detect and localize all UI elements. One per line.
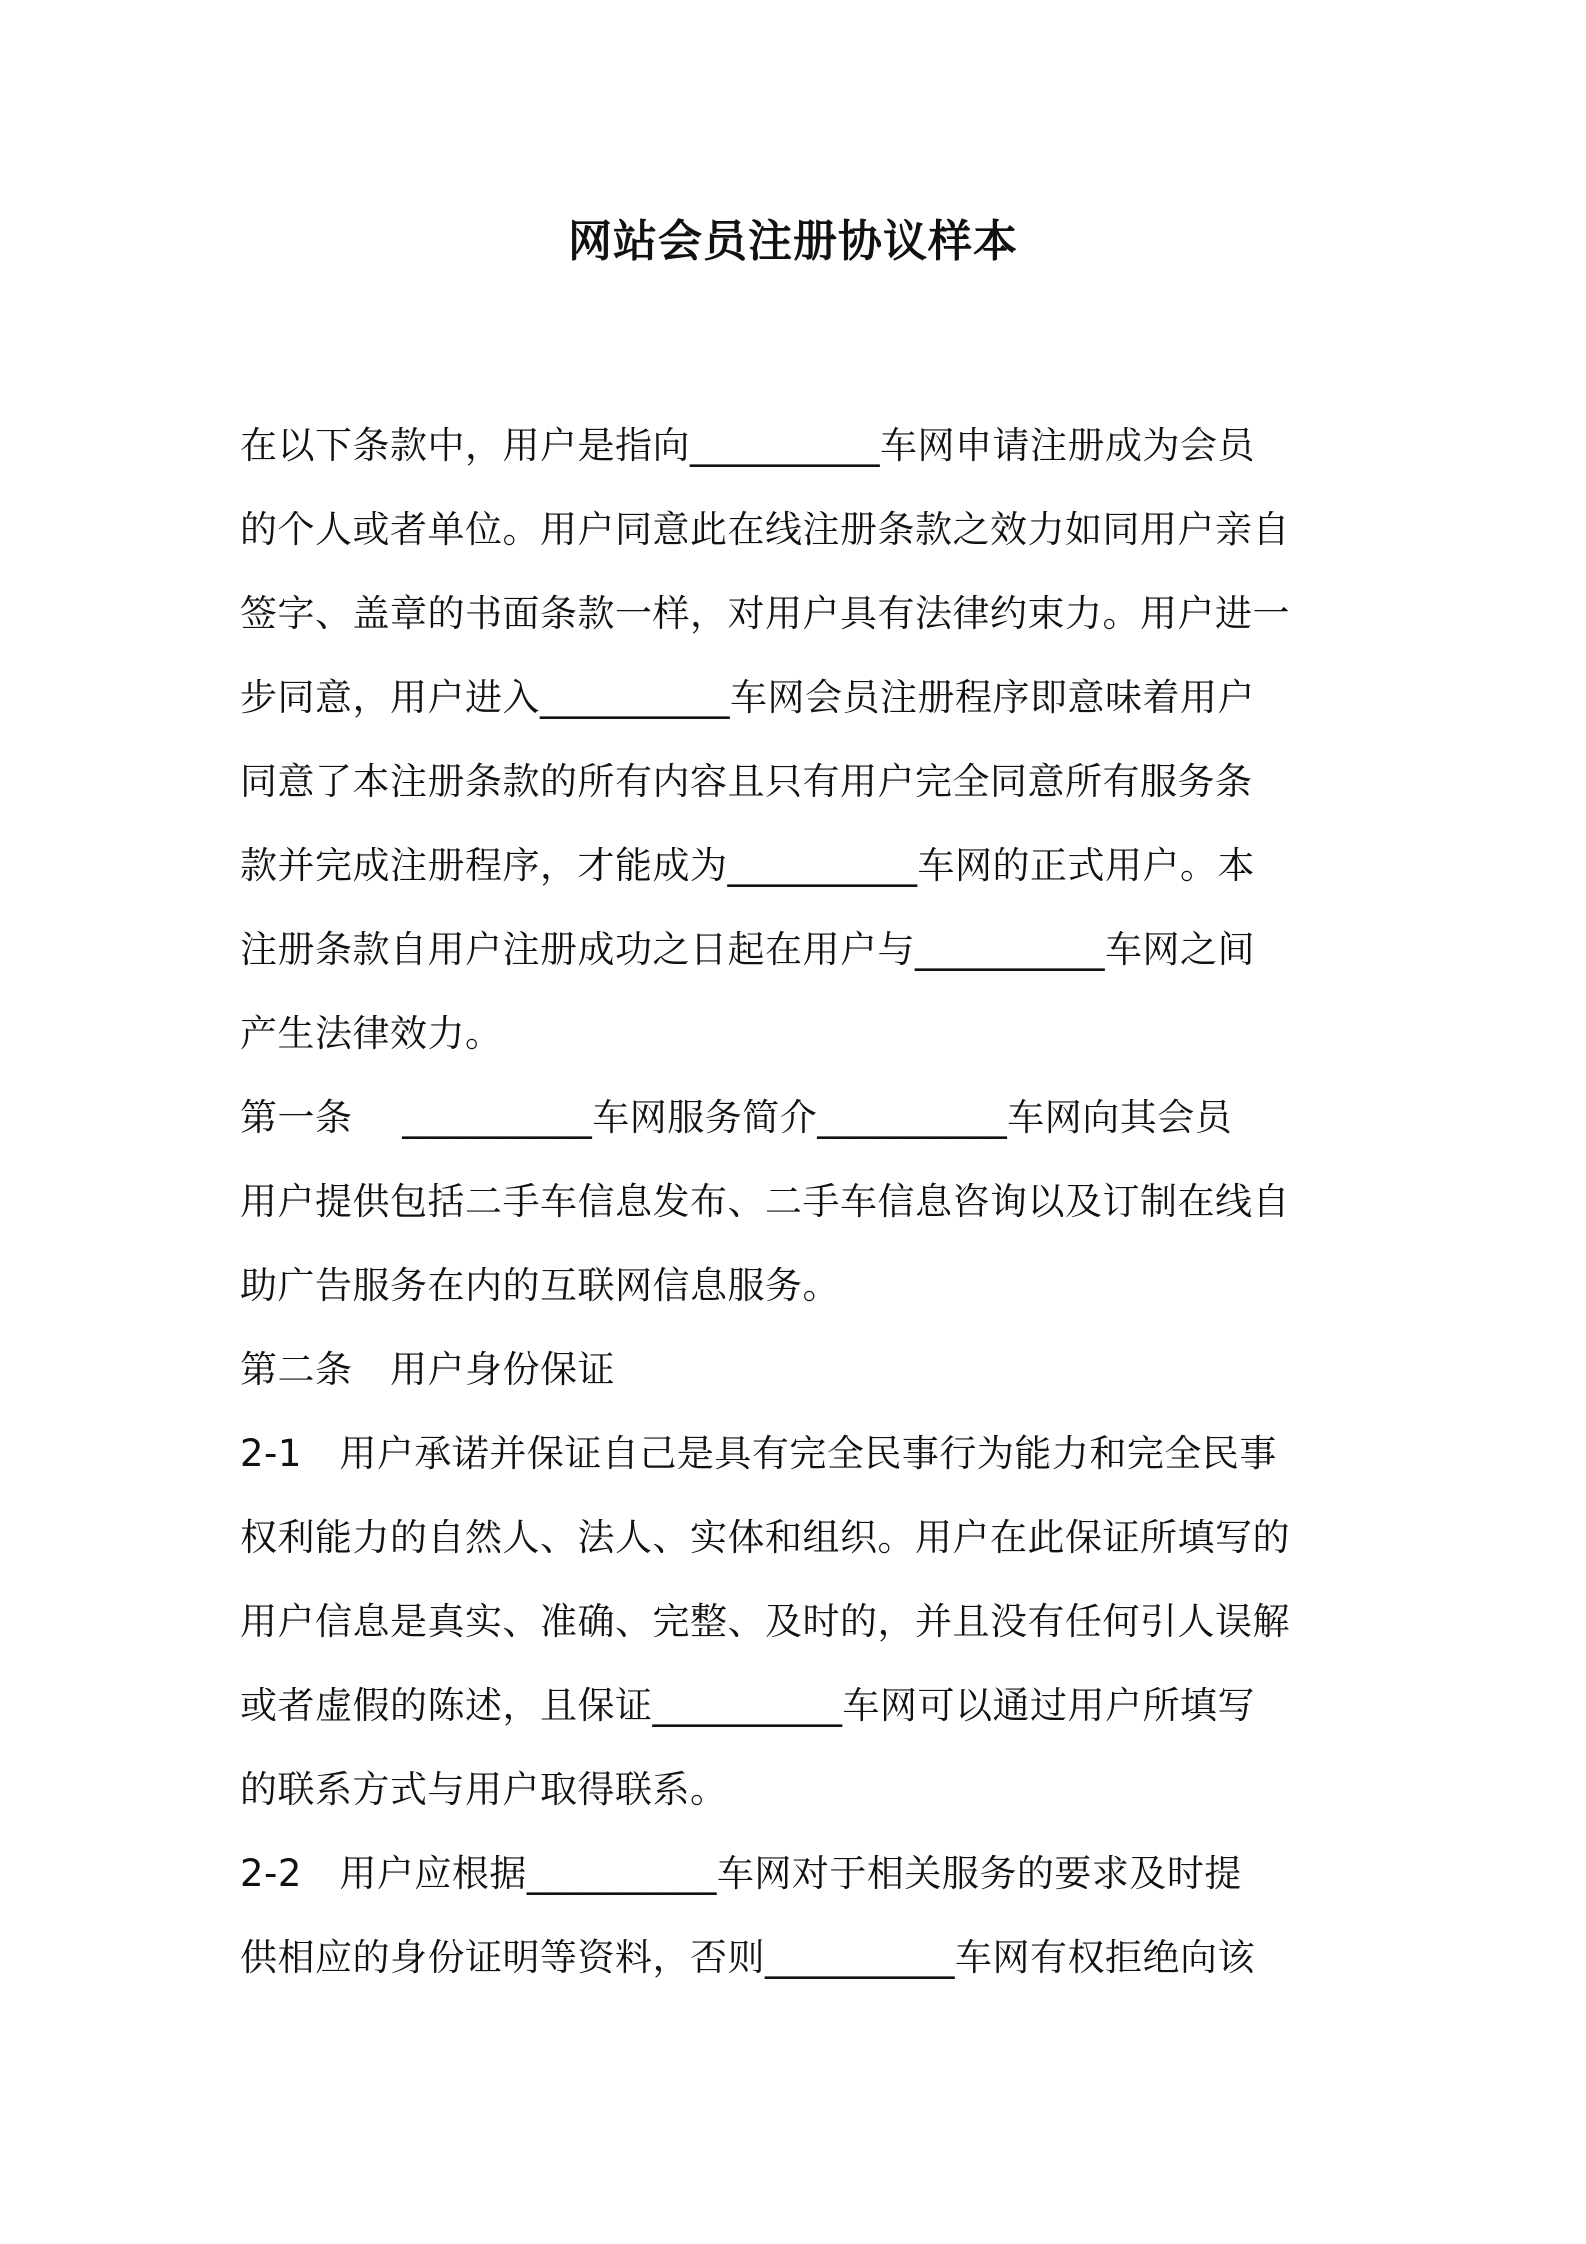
text-line: 或者虚假的陈述，且保证__________车网可以通过用户所填写 xyxy=(240,1684,1255,1727)
text-line: 同意了本注册条款的所有内容且只有用户完全同意所有服务条 xyxy=(240,760,1253,803)
clause-2-2: 2-2 用户应根据__________车网对于相关服务的要求及时提 xyxy=(240,1852,1242,1895)
document-title: 网站会员注册协议样本 xyxy=(568,216,1018,267)
text-line: 用户提供包括二手车信息发布、二手车信息咨询以及订制在线自 xyxy=(240,1180,1290,1223)
text-line: 签字、盖章的书面条款一样，对用户具有法律约束力。用户进一 xyxy=(240,592,1290,635)
text-line: 权利能力的自然人、法人、实体和组织。用户在此保证所填写的 xyxy=(240,1516,1290,1559)
article-1-heading: 第一条 __________车网服务简介__________车网向其会员 xyxy=(240,1096,1233,1139)
article-2-heading: 第二条 用户身份保证 xyxy=(240,1348,615,1391)
text-line: 产生法律效力。 xyxy=(240,1012,503,1055)
text-line: 在以下条款中，用户是指向__________车网申请注册成为会员 xyxy=(240,424,1255,467)
document-body xyxy=(240,404,1352,2000)
text-line: 款并完成注册程序，才能成为__________车网的正式用户。本 xyxy=(240,844,1255,887)
clause-2-1: 2-1 用户承诺并保证自己是具有完全民事行为能力和完全民事 xyxy=(240,1432,1277,1475)
text-line: 用户信息是真实、准确、完整、及时的，并且没有任何引人误解 xyxy=(240,1600,1290,1643)
text-line: 的个人或者单位。用户同意此在线注册条款之效力如同用户亲自 xyxy=(240,508,1290,551)
text-line: 的联系方式与用户取得联系。 xyxy=(240,1768,728,1811)
text-line: 供相应的身份证明等资料，否则__________车网有权拒绝向该 xyxy=(240,1936,1255,1979)
text-line: 注册条款自用户注册成功之日起在用户与__________车网之间 xyxy=(240,928,1255,971)
text-line: 助广告服务在内的互联网信息服务。 xyxy=(240,1264,840,1307)
text-line: 步同意，用户进入__________车网会员注册程序即意味着用户 xyxy=(240,676,1255,719)
